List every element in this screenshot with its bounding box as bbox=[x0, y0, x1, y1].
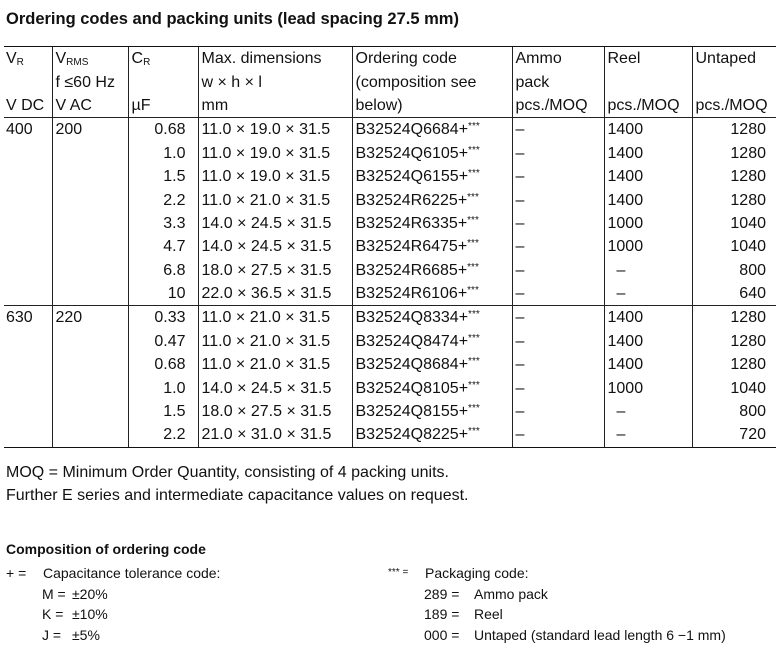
packaging-suffix: *** bbox=[468, 426, 480, 438]
page-title: Ordering codes and packing units (lead spacing 27.5 mm) bbox=[6, 10, 459, 28]
table-row bbox=[4, 142, 776, 165]
cell-ammo: – bbox=[512, 235, 604, 258]
header-vrms-unit: V AC bbox=[52, 94, 128, 118]
header-code-note: (composition see bbox=[352, 70, 512, 93]
packaging-key: *** = bbox=[388, 567, 409, 578]
cell-dimensions: 18.0 × 27.5 × 31.5 bbox=[198, 259, 352, 282]
cell-dimensions: 14.0 × 24.5 × 31.5 bbox=[198, 376, 352, 399]
cell-reel: 1000 bbox=[604, 235, 692, 258]
cell-vr bbox=[4, 330, 52, 353]
cell-dimensions: 11.0 × 19.0 × 31.5 bbox=[198, 142, 352, 165]
cell-capacitance: 6.8 bbox=[128, 259, 198, 282]
packaging-code-key: 000 = bbox=[424, 626, 460, 643]
cell-reel: – bbox=[604, 282, 692, 306]
cell-reel: – bbox=[604, 400, 692, 423]
header-dims-formula: w × h × l bbox=[198, 70, 352, 93]
table-row bbox=[4, 188, 776, 211]
cell-untaped: 1040 bbox=[692, 212, 776, 235]
tolerance-code-value: ±10% bbox=[72, 606, 108, 622]
packaging-suffix: *** bbox=[468, 356, 480, 368]
packaging-suffix: *** bbox=[467, 214, 479, 226]
packaging-code-key: 189 = bbox=[424, 606, 460, 622]
cell-ordering-code: B32524Q8334+*** bbox=[352, 306, 512, 330]
header-ammo-pack: pack bbox=[512, 70, 604, 93]
cell-untaped: 1280 bbox=[692, 118, 776, 142]
cell-vr bbox=[4, 165, 52, 188]
packaging-code-value: Reel bbox=[474, 606, 503, 622]
cell-untaped: 1040 bbox=[692, 235, 776, 258]
header-vr-unit: V DC bbox=[6, 96, 45, 114]
cell-reel: 1400 bbox=[604, 353, 692, 376]
cell-untaped: 1280 bbox=[692, 142, 776, 165]
packaging-suffix: *** bbox=[467, 261, 479, 273]
cell-vrms bbox=[52, 142, 128, 165]
table-row bbox=[4, 282, 776, 306]
cell-dimensions: 11.0 × 19.0 × 31.5 bbox=[198, 165, 352, 188]
cell-dimensions: 11.0 × 21.0 × 31.5 bbox=[198, 188, 352, 211]
cell-dimensions: 14.0 × 24.5 × 31.5 bbox=[198, 235, 352, 258]
cell-dimensions: 11.0 × 21.0 × 31.5 bbox=[198, 306, 352, 330]
cell-capacitance: 1.5 bbox=[128, 165, 198, 188]
header-ammo-unit: pcs./MOQ bbox=[512, 94, 604, 118]
cell-dimensions: 11.0 × 19.0 × 31.5 bbox=[198, 118, 352, 142]
packaging-suffix: *** bbox=[468, 144, 480, 156]
cell-ammo: – bbox=[512, 400, 604, 423]
header-code: Ordering code bbox=[352, 47, 512, 71]
header-untaped-unit: pcs./MOQ bbox=[692, 94, 776, 118]
header-cr-unit: µF bbox=[128, 94, 198, 118]
packaging-suffix: *** bbox=[468, 332, 480, 344]
cell-vrms bbox=[52, 400, 128, 423]
cell-untaped: 800 bbox=[692, 400, 776, 423]
cell-vrms bbox=[52, 165, 128, 188]
header-untaped: Untaped bbox=[692, 47, 776, 71]
tolerance-label: Capacitance tolerance code: bbox=[43, 565, 221, 581]
cell-untaped: 720 bbox=[692, 423, 776, 447]
cell-vr bbox=[4, 212, 52, 235]
tolerance-key: + = bbox=[6, 565, 27, 581]
packaging-code-value: Ammo pack bbox=[474, 585, 548, 602]
table-row bbox=[4, 235, 776, 258]
tolerance-code-value: ±20% bbox=[72, 585, 108, 602]
ordering-codes-table bbox=[4, 46, 776, 448]
header-cr: $C_R$ bbox=[128, 47, 198, 71]
header-vrms-condition: f ≤60 Hz bbox=[52, 70, 128, 93]
cell-vrms: 220 bbox=[52, 306, 128, 330]
table-row bbox=[4, 118, 776, 142]
cell-untaped: 1040 bbox=[692, 376, 776, 399]
header-reel: Reel bbox=[604, 47, 692, 71]
cell-ordering-code: B32524R6106+*** bbox=[352, 282, 512, 306]
cell-untaped: 1280 bbox=[692, 306, 776, 330]
table-row bbox=[4, 165, 776, 188]
cell-ammo: – bbox=[512, 376, 604, 399]
header-row-1 bbox=[4, 47, 776, 71]
cell-ordering-code: B32524R6335+*** bbox=[352, 212, 512, 235]
header-dims-unit: mm bbox=[198, 94, 352, 118]
cell-capacitance: 2.2 bbox=[128, 423, 198, 447]
cell-capacitance: 0.33 bbox=[128, 306, 198, 330]
cell-reel: 1000 bbox=[604, 212, 692, 235]
cell-untaped: 640 bbox=[692, 282, 776, 306]
cell-vr bbox=[4, 400, 52, 423]
header-reel-unit: pcs./MOQ bbox=[604, 94, 692, 118]
cell-capacitance: 2.2 bbox=[128, 188, 198, 211]
header-row-3 bbox=[4, 94, 776, 118]
cell-capacitance: 1.0 bbox=[128, 142, 198, 165]
table-row bbox=[4, 423, 776, 447]
table-row bbox=[4, 212, 776, 235]
cell-capacitance: 1.5 bbox=[128, 400, 198, 423]
cell-vrms bbox=[52, 188, 128, 211]
header-dims: Max. dimensions bbox=[198, 47, 352, 71]
cell-ammo: – bbox=[512, 282, 604, 306]
cell-ordering-code: B32524R6225+*** bbox=[352, 188, 512, 211]
cell-vr: 630 bbox=[4, 306, 52, 330]
cell-ordering-code: B32524Q8684+*** bbox=[352, 353, 512, 376]
table-row bbox=[4, 400, 776, 423]
tolerance-code-value: ±5% bbox=[72, 626, 100, 643]
cell-vr bbox=[4, 235, 52, 258]
cell-vr bbox=[4, 376, 52, 399]
tolerance-code-legend bbox=[6, 563, 366, 645]
cell-reel: 1400 bbox=[604, 142, 692, 165]
table-row bbox=[4, 306, 776, 330]
cell-ordering-code: B32524R6475+*** bbox=[352, 235, 512, 258]
cell-ammo: – bbox=[512, 118, 604, 142]
composition-title: Composition of ordering code bbox=[6, 541, 206, 557]
cell-dimensions: 21.0 × 31.0 × 31.5 bbox=[198, 423, 352, 447]
cell-reel: 1400 bbox=[604, 330, 692, 353]
tolerance-code-key: K = bbox=[42, 606, 64, 622]
further-note: Further E series and intermediate capacitance values on request. bbox=[6, 487, 469, 504]
tolerance-code-key: M = bbox=[42, 585, 66, 602]
cell-untaped: 1280 bbox=[692, 330, 776, 353]
cell-capacitance: 4.7 bbox=[128, 235, 198, 258]
cell-vrms: 200 bbox=[52, 118, 128, 142]
cell-ammo: – bbox=[512, 353, 604, 376]
table-row bbox=[4, 259, 776, 282]
cell-ammo: – bbox=[512, 306, 604, 330]
cell-vrms bbox=[52, 212, 128, 235]
cell-vrms bbox=[52, 353, 128, 376]
cell-vrms bbox=[52, 376, 128, 399]
packaging-suffix: *** bbox=[468, 379, 480, 391]
cell-ammo: – bbox=[512, 188, 604, 211]
packaging-suffix: *** bbox=[467, 285, 479, 297]
cell-reel: 1400 bbox=[604, 165, 692, 188]
cell-capacitance: 3.3 bbox=[128, 212, 198, 235]
cell-ammo: – bbox=[512, 165, 604, 188]
cell-ammo: – bbox=[512, 142, 604, 165]
cell-vr: 400 bbox=[4, 118, 52, 142]
cell-dimensions: 11.0 × 21.0 × 31.5 bbox=[198, 330, 352, 353]
cell-ammo: – bbox=[512, 259, 604, 282]
cell-vr bbox=[4, 188, 52, 211]
cell-ordering-code: B32524Q8225+*** bbox=[352, 423, 512, 447]
cell-vr bbox=[4, 259, 52, 282]
cell-reel: – bbox=[604, 423, 692, 447]
cell-capacitance: 0.68 bbox=[128, 118, 198, 142]
cell-ammo: – bbox=[512, 212, 604, 235]
cell-reel: 1400 bbox=[604, 118, 692, 142]
moq-note: MOQ = Minimum Order Quantity, consisting of 4 packing units. bbox=[6, 464, 449, 481]
notes bbox=[6, 461, 468, 507]
cell-ammo: – bbox=[512, 423, 604, 447]
header-code-note-end: below) bbox=[352, 94, 512, 118]
cell-vrms bbox=[52, 235, 128, 258]
cell-dimensions: 22.0 × 36.5 × 31.5 bbox=[198, 282, 352, 306]
packaging-code-value: Untaped (standard lead length 6 −1 mm) bbox=[474, 626, 726, 643]
cell-capacitance: 10 bbox=[128, 282, 198, 306]
cell-ordering-code: B32524R6685+*** bbox=[352, 259, 512, 282]
cell-reel: – bbox=[604, 259, 692, 282]
cell-vr bbox=[4, 423, 52, 447]
cell-reel: 1400 bbox=[604, 188, 692, 211]
header-ammo: Ammo bbox=[512, 47, 604, 71]
cell-capacitance: 0.47 bbox=[128, 330, 198, 353]
cell-ordering-code: B32524Q8155+*** bbox=[352, 400, 512, 423]
cell-vrms bbox=[52, 423, 128, 447]
cell-ammo: – bbox=[512, 330, 604, 353]
cell-dimensions: 11.0 × 21.0 × 31.5 bbox=[198, 353, 352, 376]
cell-ordering-code: B32524Q6684+*** bbox=[352, 118, 512, 142]
packaging-suffix: *** bbox=[468, 309, 480, 321]
cell-ordering-code: B32524Q8105+*** bbox=[352, 376, 512, 399]
header-vr: $V_R$ bbox=[4, 47, 52, 71]
cell-vr bbox=[4, 282, 52, 306]
table-row bbox=[4, 376, 776, 399]
cell-reel: 1000 bbox=[604, 376, 692, 399]
packaging-label: Packaging code: bbox=[425, 565, 529, 581]
table-row bbox=[4, 330, 776, 353]
packaging-code-key: 289 = bbox=[424, 585, 460, 602]
packaging-suffix: *** bbox=[468, 121, 480, 133]
cell-ordering-code: B32524Q8474+*** bbox=[352, 330, 512, 353]
cell-ordering-code: B32524Q6155+*** bbox=[352, 165, 512, 188]
packaging-code-legend bbox=[388, 563, 778, 645]
cell-ordering-code: B32524Q6105+*** bbox=[352, 142, 512, 165]
cell-vr bbox=[4, 142, 52, 165]
cell-untaped: 1280 bbox=[692, 165, 776, 188]
cell-vr bbox=[4, 353, 52, 376]
packaging-suffix: *** bbox=[468, 168, 480, 180]
cell-capacitance: 1.0 bbox=[128, 376, 198, 399]
cell-untaped: 1280 bbox=[692, 353, 776, 376]
cell-vrms bbox=[52, 259, 128, 282]
cell-reel: 1400 bbox=[604, 306, 692, 330]
cell-untaped: 1280 bbox=[692, 188, 776, 211]
cell-vrms bbox=[52, 282, 128, 306]
header-vrms: $V_{RMS}$ bbox=[52, 47, 128, 71]
cell-capacitance: 0.68 bbox=[128, 353, 198, 376]
table-row bbox=[4, 353, 776, 376]
tolerance-code-key: J = bbox=[42, 626, 62, 643]
packaging-suffix: *** bbox=[467, 238, 479, 250]
cell-vrms bbox=[52, 330, 128, 353]
packaging-suffix: *** bbox=[467, 191, 479, 203]
cell-dimensions: 18.0 × 27.5 × 31.5 bbox=[198, 400, 352, 423]
packaging-suffix: *** bbox=[468, 403, 480, 415]
cell-dimensions: 14.0 × 24.5 × 31.5 bbox=[198, 212, 352, 235]
header-row-2 bbox=[4, 70, 776, 93]
cell-untaped: 800 bbox=[692, 259, 776, 282]
